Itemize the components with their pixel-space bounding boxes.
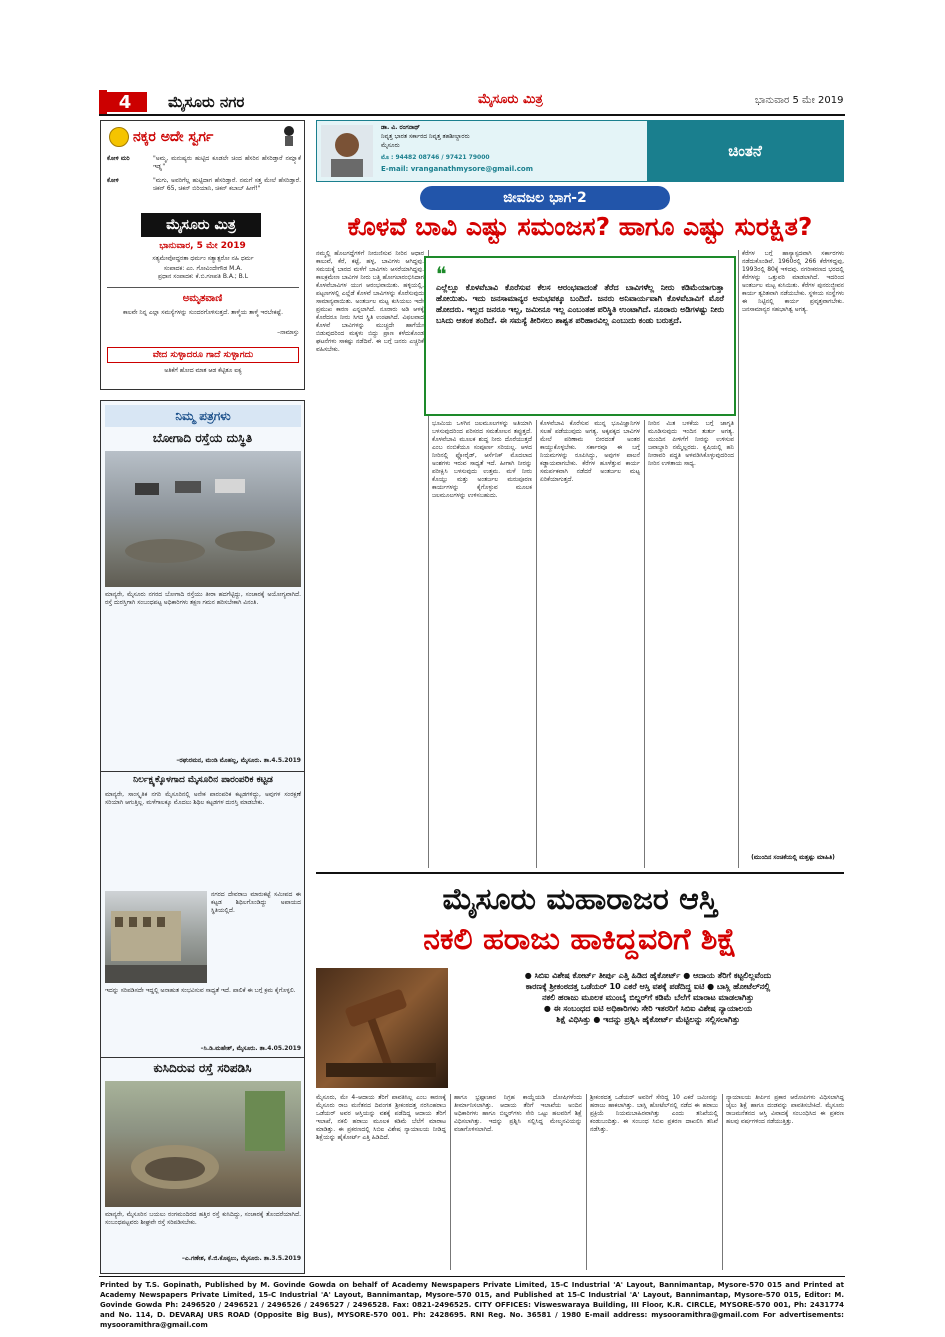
story-bullets [452, 970, 844, 1082]
story-bullet: ● ಸಿಬಿಐ ವಿಶೇಷ ಕೋರ್ಟ್ ತೀರ್ಪು ಎತ್ತಿ ಹಿಡಿದ ಹೈಕೋರ್ಟ್ ● ಆದಾಯ ತೆರಿಗೆ ಕಟ್ಟಲಿಲ್ಲವೆಂದು [524, 971, 772, 980]
potholed-road-photo [105, 451, 301, 587]
laughing-face-icon [109, 127, 129, 147]
header-rule [99, 114, 845, 116]
author-city: ಮೈಸೂರು [381, 142, 400, 149]
article-col-1: ನಮ್ಮಲ್ಲಿ ಹೊಲಗದ್ದೆಗಳಿಗೆ ನೀರುಣಿಸುವ ನೀರಿನ ಆಧಾರ ಕಾಲುವೆ, ಕೆರೆ, ಕಟ್ಟೆ, ಹಳ್ಳ, ಬಾವಿಗಳು ಆಗಿದ್ದವು. ಸಮಯಕ್ಕೆ ಬಾರದ ಮಳೆಗೆ ಬಾವಿಗಳು ಆಸರೆಯಾಗಿದ್ದವು. ಕಾಲಕ್ರಮೇಣ ಬಾವಿಗಳ ನೀರು ಬತ್ತಿ ಹೋಗಲಾರಂಭಿಸಿದಾಗ ಕೊಳವೆಬಾವಿಗಳ ಯುಗ ಆರಂಭವಾಯಿತು. ಹಳ್ಳಿಯಲ್ಲಿ, ಪಟ್ಟಣಗಳಲ್ಲಿ ಎಲ್ಲೆಡೆ ಕೊಳವೆ ಬಾವಿಗಳನ್ನು ಕೊರೆಸುವುದು ಸಾಮಾನ್ಯವಾಯಿತು. ಅಂತರ್ಜಲ ಮಟ್ಟ ಕುಸಿಯಲು ಇದೇ ಪ್ರಮುಖ ಕಾರಣ ಎನ್ನಲಾಗಿದೆ. ನೂರಾರು ಅಡಿ ಆಳಕ್ಕೆ ಕೊರೆದರೂ ನೀರು ಸಿಗದ ಸ್ಥಿತಿ ಉಂಟಾಗಿದೆ. ವಿಫಲವಾದ ಕೊಳವೆ ಬಾವಿಗಳನ್ನು ಮುಚ್ಚದೇ ಹಾಗೆಯೇ ಬಿಡುವುದರಿಂದ ಮಕ್ಕಳು ಬಿದ್ದು ಪ್ರಾಣ ಕಳೆದುಕೊಂಡ ಘಟನೆಗಳು ಸಾಕಷ್ಟು ನಡೆದಿವೆ. ಈ ಬಗ್ಗೆ ಜನರು ಎಚ್ಚರಿಕೆ ವಹಿಸಬೇಕು. [316, 250, 424, 353]
amrutha-credit: –ನಾಮಾಸ್ತು [277, 329, 299, 336]
page-tab-mark [99, 90, 107, 114]
letter2-sign: –ಸಿ.ಡಿ.ಮಹೇಶ್, ಮೈಸೂರು. ತಾ.4.05.2019 [200, 1045, 301, 1052]
author-box [316, 120, 844, 182]
amrutha-text: ಕಾಲವೇ ನಿನ್ನ ಎಲ್ಲಾ ಸಮಸ್ಯೆಗಳನ್ನು ಸುಂದರಗೊಳಿಸುತ್ತದೆ. ತಾಳ್ಮೆಯ ತಾಳ್ಮೆ ಇರಬೇಕಷ್ಟೆ. [123, 309, 283, 316]
joke2-text: "ಮಗು, ಅವರಿಗೆಲ್ಲ ಹುಟ್ಟಿದಾಗ ಹೆಸರಿಡ್ತಾರೆ. ನಮಗೆ ಸತ್ತ ಮೇಲೆ ಹೆಸರಿಡ್ತಾರೆ. ಚಿಕನ್ 65, ಚಿಕನ್ ಬಿರಿಯಾನಿ, ಚಿಕನ್ ಕಬಾಬ್ ಹೀಗೆ!" [153, 177, 301, 192]
vede-sub: ಅತಿಕೆಗೆ ಹೋದ ಮಾತ ಆಡ ಕೆಟ್ಟಿತೂ ಐಕ್ಯ [164, 367, 242, 374]
letter2-title: ನಿರ್ಲಕ್ಷ್ಯಕ್ಕೊಳಗಾದ ಮೈಸೂರಿನ ಪಾರಂಪರಿಕ ಕಟ್ಟಡ [133, 775, 273, 785]
story-bullet: ಶಿಕ್ಷೆ ವಿಧಿಸಿತ್ತು ● ಇದನ್ನು ಪ್ರಶ್ನಿಸಿ ಹೈಕೋರ್ಟ್ ಮೆಟ್ಟಿಲನ್ನು ಸಲ್ಲಿಸಲಾಗಿತ್ತು [556, 1015, 740, 1024]
letter3-sign: –ಎ.ಗಣೇಶ, ಕೆ.ಜಿ.ಕೊಪ್ಪಲು, ಮೈಸೂರು. ತಾ.3.5.2019 [181, 1255, 301, 1262]
amrutha-title: ಅಮೃತವಾಣಿ [182, 293, 223, 304]
story-headline-1: ಮೈಸೂರು ಮಹಾರಾಜರ ಆಸ್ತಿ [442, 882, 718, 917]
imprint-line: Printed by T.S. Gopinath, Published by M. Govinde Gowda on behalf of Academy Newspapers Private Limited, 15-C Industrial 'A' Layout, Bannimantap, Mysore-570 015 and Printed at Academy Newspapers Private Limited, 15-C Industrial 'A' Layout, Bannimantap, Mysore-570 015, and Published at 15-C Industrial 'A' Layout, Bannimantap, Mysore-570 015, Editor: M. Govinde Gowda Ph: 2496520 / 2496521 / 2496526 / 2496527 / 2496528. Fax: 0821-2496525. CITY OFFICES: Visweswaraya Building, III Floor, K.R. CIRCLE, MYSORE-570 001, Ph: 2431774 and No. 114, D. DEVARAJ URS ROAD (Opposite Big Bus), MYSORE-570 001. Ph: 2428695. RNI Reg. No. 36581 / 1980 E-mail address: mysooramithra@gmail.com For advertisements: mysooramithra@gmail.com [100, 1281, 844, 1329]
letter2-body-2: ಇದನ್ನು ಸರಿಪಡಿಸದೇ ಇದ್ದಲ್ಲಿ ಅನಾಹುತ ಸಂಭವಿಸುವ ಸಾಧ್ಯತೆ ಇದೆ. ಪಾಲಿಕೆ ಈ ಬಗ್ಗೆ ಕ್ರಮ ಕೈಗೊಳ್ಳಲಿ. [105, 987, 296, 994]
quote-mark-icon: ❝ [436, 262, 447, 286]
letter2-body: ಮಾನ್ಯರೇ, ಸಾಂಸ್ಕೃತಿಕ ನಗರಿ ಮೈಸೂರಿನಲ್ಲಿ ಅನೇಕ ಪಾರಂಪರಿಕ ಕಟ್ಟಡಗಳಿದ್ದು, ಅವುಗಳ ಸಂರಕ್ಷಣೆ ಸರಿಯಾಗಿ ಆಗುತ್ತಿಲ್ಲ. ಮಳೆಗಾಲಕ್ಕೂ ಮೊದಲು ಶಿಥಿಲ ಕಟ್ಟಡಗಳ ದುರಸ್ತಿ ಮಾಡಬೇಕು. [105, 791, 301, 806]
article-col-2: ಭೂಮಿಯ ಒಳಗಿನ ಜಲಮೂಲಗಳನ್ನು ಅತಿಯಾಗಿ ಬಳಸುವುದರಿಂದ ಪರಿಸರದ ಸಮತೋಲನ ತಪ್ಪುತ್ತದೆ. ಕೊಳವೆಬಾವಿ ಮೂಲಕ ಶುದ್ಧ ನೀರು ದೊರೆಯುತ್ತದೆ ಎಂಬ ನಂಬಿಕೆಯೂ ಸಂಪೂರ್ಣ ಸರಿಯಲ್ಲ. ಆಳದ ನೀರಿನಲ್ಲಿ ಫ್ಲೋರೈಡ್, ಆರ್ಸೆನಿಕ್ ಮೊದಲಾದ ಅಂಶಗಳು ಇರುವ ಸಾಧ್ಯತೆ ಇದೆ. ಹೀಗಾಗಿ ನೀರನ್ನು ಪರೀಕ್ಷಿಸಿ ಬಳಸುವುದು ಉತ್ತಮ. ಮಳೆ ನೀರು ಕೊಯ್ಲು ಮತ್ತು ಅಂತರ್ಜಲ ಮರುಪೂರಣ ಕಾರ್ಯಗಳನ್ನು ಕೈಗೊಳ್ಳುವ ಮೂಲಕ ಜಲಮೂಲಗಳನ್ನು ಉಳಿಸಬಹುದು. [432, 420, 532, 499]
joke1-text: "ಅಮ್ಮ, ಮನುಷ್ಯರು ಹುಟ್ಟಿದ ಕೂಡಲೇ ಚಿಂದ ಹೆಸರಿನ ಹೆಸರಿಡ್ತಾರೆ ನಮ್ಗ್ಯಾಕೆ ಇಡ್ಲ್ಲ" [153, 155, 301, 170]
author-photo [321, 125, 373, 177]
series-banner: ಜೀವಜಲ ಭಾಗ-2 [420, 186, 670, 210]
left-info-box [100, 120, 305, 390]
issue-date: ಭಾನುವಾರ 5 ಮೇ 2019 [755, 95, 844, 106]
story-rule [316, 872, 844, 874]
editor: ಸಂಪಾದಕ: ಎಂ. ಗೋವಿಂದೇಗೌಡ M.A. [163, 265, 243, 272]
masthead: ಮೈಸೂರು ಮಿತ್ರ [141, 213, 261, 237]
cartoon-icon [279, 125, 299, 149]
letters-column [100, 400, 305, 1274]
motto: ಸತ್ಯಮೇವೋದ್ಧರತಾ ಧರ್ಮಂ ಸತ್ಯಾತ್ಪರೋ ನಹಿ ಧರ್ಮ [152, 255, 254, 262]
letter1-sign: –ರಘುರಮನ, ಮಂಡಿ ಮೊಹಲ್ಲ, ಮೈಸೂರು. ತಾ.4.5.2019 [176, 757, 301, 764]
story-col-2: ಹಾಗೂ ಭ್ರಷ್ಟಾಚಾರ ನಿಗ್ರಹ ಕಾಯ್ದೆಯಡಿ ದೋಷಿಗಳೆಂದು ತೀರ್ಮಾನಿಸಲಾಗಿತ್ತು. ಆದಾಯ ತೆರಿಗೆ ಇಲಾಖೆಯ ಅಂದಿನ ಅಧಿಕಾರಿಗಳು ಹಾಗೂ ಬಿಲ್ಡರ್‌ಗಳು ಸೇರಿ ಒಟ್ಟು ಹಲವರಿಗೆ ಶಿಕ್ಷೆ ವಿಧಿಸಲಾಗಿತ್ತು. ಇದನ್ನು ಪ್ರಶ್ನಿಸಿ ಸಲ್ಲಿಸಿದ್ದ ಮೇಲ್ಮನವಿಯನ್ನು ವಜಾಗೊಳಿಸಲಾಗಿದೆ. [454, 1094, 582, 1133]
author-email[interactable]: E-mail: vranganathmysore@gmail.com [381, 165, 534, 173]
letters-header: ನಿಮ್ಮ ಪತ್ರಗಳು [105, 405, 301, 427]
article-col-4: ನೀರಿನ ಮಿತ ಬಳಕೆಯ ಬಗ್ಗೆ ಜಾಗೃತಿ ಮೂಡಿಸುವುದು ಇಂದಿನ ತುರ್ತು ಅಗತ್ಯ. ಮುಂದಿನ ಪೀಳಿಗೆಗೆ ನೀರನ್ನು ಉಳಿಸುವ ಜವಾಬ್ದಾರಿ ನಮ್ಮೆಲ್ಲರದು. ಕೃಷಿಯಲ್ಲಿ ಹನಿ ನೀರಾವರಿ ಪದ್ಧತಿ ಅಳವಡಿಸಿಕೊಳ್ಳುವುದರಿಂದ ನೀರಿನ ಉಳಿತಾಯ ಸಾಧ್ಯ. [648, 420, 734, 467]
column-name: ಚಿಂತನೆ [647, 121, 843, 181]
story-bullet: ನಕಲಿ ಹರಾಜು ಮೂಲಕ ಮುಂಬೈ ಬಿಲ್ಡರ್‌ಗೆ ಕಡಿಮೆ ಬೆಲೆಗೆ ಮಾರಾಟ ಮಾಡಲಾಗಿತ್ತು [542, 993, 754, 1002]
joke1-label: ಕೋಳಿ ಮರಿ [107, 155, 130, 162]
section-title: ಮೈಸೂರು ನಗರ [168, 93, 245, 111]
letter2-side: ನಗರದ ದೇವರಾಜ ಮಾರುಕಟ್ಟೆ ಸಮೀಪದ ಈ ಕಟ್ಟಡ ಶಿಥಿಲಗೊಂಡಿದ್ದು ಅಪಾಯದ ಸ್ಥಿತಿಯಲ್ಲಿದೆ. [211, 891, 301, 914]
article-col-3: ಕೊಳವೆಬಾವಿ ಕೊರೆಸುವ ಮುನ್ನ ಭೂವಿಜ್ಞಾನಿಗಳ ಸಲಹೆ ಪಡೆಯುವುದು ಅಗತ್ಯ. ಅಕ್ಕಪಕ್ಕದ ಬಾವಿಗಳ ಮೇಲೆ ಪರಿಣಾಮ ಬೀರದಂತೆ ಅಂತರ ಕಾಯ್ದುಕೊಳ್ಳಬೇಕು. ಸರ್ಕಾರವೂ ಈ ಬಗ್ಗೆ ನಿಯಮಗಳನ್ನು ರೂಪಿಸಿದ್ದು, ಅವುಗಳ ಪಾಲನೆ ಕಡ್ಡಾಯವಾಗಬೇಕು. ಕೆರೆಗಳ ಹೂಳೆತ್ತುವ ಕಾರ್ಯ ಸಮರ್ಪಕವಾಗಿ ನಡೆದರೆ ಅಂತರ್ಜಲ ಮಟ್ಟ ಏರಿಕೆಯಾಗುತ್ತದೆ. [540, 420, 640, 483]
story-bullet: ಕಾರಣಕ್ಕೆ ಶ್ರೀಕಂಠದತ್ತ ಒಡೆಯರ್ 10 ಎಕರೆ ಆಸ್ತಿ ವಶಕ್ಕೆ ಪಡೆದಿದ್ದ ಐಟಿ ● ಬಾಸ್ಲಿ ಹೋಟೆಲ್‌ನಲ್ಲಿ [525, 982, 771, 991]
brand-title: ಮೈಸೂರು ಮಿತ್ರ [478, 92, 543, 107]
article-col-5: ಕೆರೆಗಳ ಬಗ್ಗೆ ಹಾಸ್ಯಾಸ್ಪದವಾಗಿ ಸರ್ಕಾರಗಳು ನಡೆದುಕೊಂಡಿವೆ. 1960ರಲ್ಲಿ 266 ಕೆರೆಗಳಿದ್ದವು, 1993ರಲ್ಲಿ 80ಕ್ಕೆ ಇಳಿದವು. ನಗರೀಕರಣದ ಭರದಲ್ಲಿ ಕೆರೆಗಳನ್ನು ಒತ್ತುವರಿ ಮಾಡಲಾಗಿದೆ. ಇದರಿಂದ ಅಂತರ್ಜಲ ಮಟ್ಟ ಕುಸಿಯಿತು. ಕೆರೆಗಳ ಪುನರುಜ್ಜೀವನ ಕಾರ್ಯ ತ್ವರಿತವಾಗಿ ನಡೆಯಬೇಕು. ಸ್ಥಳೀಯ ಸಂಸ್ಥೆಗಳು ಈ ನಿಟ್ಟಿನಲ್ಲಿ ಕಾರ್ಯ ಪ್ರವೃತ್ತವಾಗಬೇಕು. ಜನಸಾಮಾನ್ಯರ ಸಹಭಾಗಿತ್ವ ಅಗತ್ಯ. [742, 250, 844, 313]
letter3-title: ಕುಸಿದಿರುವ ರಸ್ತೆ ಸರಿಪಡಿಸಿ [153, 1061, 252, 1075]
joke2-label: ಕೋಳಿ [107, 177, 119, 184]
story-bullet: ● ಈ ಸಂಬಂಧದ ಐಟಿ ಅಧಿಕಾರಿಗಳು ಸೇರಿ ಇತರರಿಗೆ ಸಿಬಿಐ ವಿಶೇಷ ನ್ಯಾಯಾಲಯ [543, 1004, 753, 1013]
letter3-body: ಮಾನ್ಯರೇ, ಮೈಸೂರಿನ ಬಯಲು ರಂಗಮಂದಿರದ ಹತ್ತಿರ ರಸ್ತೆ ಕುಸಿದಿದ್ದು, ಸಂಚಾರಕ್ಕೆ ತೊಂದರೆಯಾಗಿದೆ. ಸಂಬಂಧಪಟ್ಟವರು ಶೀಘ್ರವೇ ರಸ್ತೆ ಸರಿಪಡಿಸಬೇಕು. [105, 1211, 301, 1226]
story-col-1: ಮೈಸೂರು, ಮೇ 4–ಆದಾಯ ತೆರಿಗೆ ಪಾವತಿಸಿಲ್ಲ ಎಂಬ ಕಾರಣಕ್ಕೆ ಮೈಸೂರು ರಾಜ ಮನೆತನದ ದಿವಂಗತ ಶ್ರೀಕಂಠದತ್ತ ನರಸಿಂಹರಾಜ ಒಡೆಯರ್ ಅವರ ಆಸ್ತಿಯನ್ನು ವಶಕ್ಕೆ ಪಡೆದಿದ್ದ ಆದಾಯ ತೆರಿಗೆ ಇಲಾಖೆ, ನಕಲಿ ಹರಾಜು ಮೂಲಕ ಕಡಿಮೆ ಬೆಲೆಗೆ ಮಾರಾಟ ಮಾಡಿತ್ತು. ಈ ಪ್ರಕರಣದಲ್ಲಿ ಸಿಬಿಐ ವಿಶೇಷ ನ್ಯಾಯಾಲಯ ನೀಡಿದ್ದ ಶಿಕ್ಷೆಯನ್ನು ಹೈಕೋರ್ಟ್ ಎತ್ತಿ ಹಿಡಿದಿದೆ. [316, 1094, 446, 1141]
letter1-title: ಬೋಗಾದಿ ರಸ್ತೆಯ ದುಸ್ಥಿತಿ [152, 431, 253, 445]
heritage-building-photo [105, 891, 207, 983]
author-mobile: ಮೊ : 94482 08746 / 97421 79000 [381, 154, 490, 161]
assoc-editor: ಪ್ರಧಾನ ಸಂಪಾದಕ: ಕೆ.ಬಿ.ಗಣಪತಿ B.A.; B.L [157, 273, 249, 280]
vede-line: ವೇದ ಸುಳ್ಳಾದರೂ ಗಾದೆ ಸುಳ್ಳಾಗದು [107, 347, 299, 363]
joke-title: ನಕ್ಕರ ಅದೇ ಸ್ವರ್ಗ [133, 129, 214, 145]
story-headline-2: ನಕಲಿ ಹರಾಜು ಹಾಕಿದ್ದವರಿಗೆ ಶಿಕ್ಷೆ [423, 922, 737, 957]
gavel-photo [316, 968, 448, 1088]
author-designation: ನಿವೃತ್ತ ಭಾರತ ಸರ್ಕಾರದ ನಿವೃತ್ತ ತಹಶೀಲ್ದಾರರು [381, 133, 470, 140]
article-headline: ಕೊಳವೆ ಬಾವಿ ಎಷ್ಟು ಸಮಂಜಸ? ಹಾಗೂ ಎಷ್ಟು ಸುರಕ್ಷಿತ? [347, 212, 813, 241]
page-number: 4 [103, 92, 147, 112]
story-col-4: ನ್ಯಾಯಾಲಯ ತೀರ್ಪಿನ ಪ್ರಕಾರ ಆರೋಪಿಗಳು ವಿಧಿಸಲಾಗಿದ್ದ ಜೈಲು ಶಿಕ್ಷೆ ಹಾಗೂ ದಂಡವನ್ನು ಪಾವತಿಸಬೇಕಿದೆ. ಮೈಸೂರು ರಾಜಮನೆತನದ ಆಸ್ತಿ ವಿವಾದಕ್ಕೆ ಸಂಬಂಧಿಸಿದ ಈ ಪ್ರಕರಣ ಹಲವು ವರ್ಷಗಳಿಂದ ನಡೆಯುತ್ತಿತ್ತು. [726, 1094, 844, 1125]
pullquote-text: ಎಲ್ಲೆಲ್ಲೂ ಕೊಳವೆಬಾವಿ ಕೊರೆಸುವ ಕೆಲಸ ಆರಂಭವಾದಂತೆ ತೆರೆದ ಬಾವಿಗಳೆಲ್ಲ ನೀರು ಕಡಿಮೆಯಾಗುತ್ತಾ ಹೋಯಿತು. ಇದು ಜನಸಾಮಾನ್ಯರ ಅನುಭವಕ್ಕೂ ಬಂದಿದೆ. ಜನರು ಅನಿವಾರ್ಯವಾಗಿ ಕೊಳವೆಬಾವಿಗೆ ಮೊರೆ ಹೋದರು. ಇಲ್ಲದ ಜನರೂ ಇಲ್ಲ, ಜಮೀನೂ ಇಲ್ಲ ಎಂಬಂತಹ ಪರಿಸ್ಥಿತಿ ಉಂಟಾಗಿದೆ. ನೂರಾರು ಅಡಿಗಳಷ್ಟು ನೀರು ಬಸಿದು ಆತಂಕ ತಂದಿದೆ. ಈ ಸಮಸ್ಯೆ ತೀರಿಸಲು ಶಾಶ್ವತ ಪರಿಹಾರವಿಲ್ಲ ಎಂಬುದು ಕಂಡು ಬರುತ್ತದೆ. [436, 283, 724, 325]
author-name: ಡಾ. ವಿ. ರಂಗನಾಥ್ [381, 124, 420, 131]
article-credit: (ಮುಂದಿನ ಸಂಚಿಕೆಯಲ್ಲಿ ಮತ್ತಷ್ಟು ಮಾಹಿತಿ) [751, 854, 835, 861]
pullquote-box [424, 256, 736, 416]
masthead-date: ಭಾನುವಾರ, 5 ಮೇ 2019 [159, 241, 246, 251]
footer-rule [99, 1276, 845, 1277]
story-col-3: ಶ್ರೀಕಂಠದತ್ತ ಒಡೆಯರ್ ಅವರಿಗೆ ಸೇರಿದ್ದ 10 ಎಕರೆ ಜಮೀನನ್ನು ಹರಾಜು ಹಾಕಲಾಗಿತ್ತು. ಬಾಸ್ಲಿ ಹೋಟೆಲ್‌ನಲ್ಲಿ ನಡೆದ ಈ ಹರಾಜು ಪ್ರಕ್ರಿಯೆ ನಿಯಮಬಾಹಿರವಾಗಿತ್ತು ಎಂದು ತನಿಖೆಯಲ್ಲಿ ಕಂಡುಬಂದಿತ್ತು. ಈ ಸಂಬಂಧ ಸಿಬಿಐ ಪ್ರಕರಣ ದಾಖಲಿಸಿ ತನಿಖೆ ನಡೆಸಿತ್ತು. [590, 1094, 718, 1133]
letter1-body: ಮಾನ್ಯರೇ, ಮೈಸೂರು ನಗರದ ಬೋಗಾದಿ ರಸ್ತೆಯು ತೀರಾ ಹದಗೆಟ್ಟಿದ್ದು, ಸಂಚಾರಕ್ಕೆ ಅಯೋಗ್ಯವಾಗಿದೆ. ರಸ್ತೆ ದುರಸ್ತಿಗಾಗಿ ಸಂಬಂಧಪಟ್ಟ ಅಧಿಕಾರಿಗಳು ತಕ್ಷಣ ಗಮನ ಹರಿಸಬೇಕಾಗಿ ವಿನಂತಿ. [105, 591, 301, 606]
collapsed-road-photo [105, 1081, 301, 1207]
